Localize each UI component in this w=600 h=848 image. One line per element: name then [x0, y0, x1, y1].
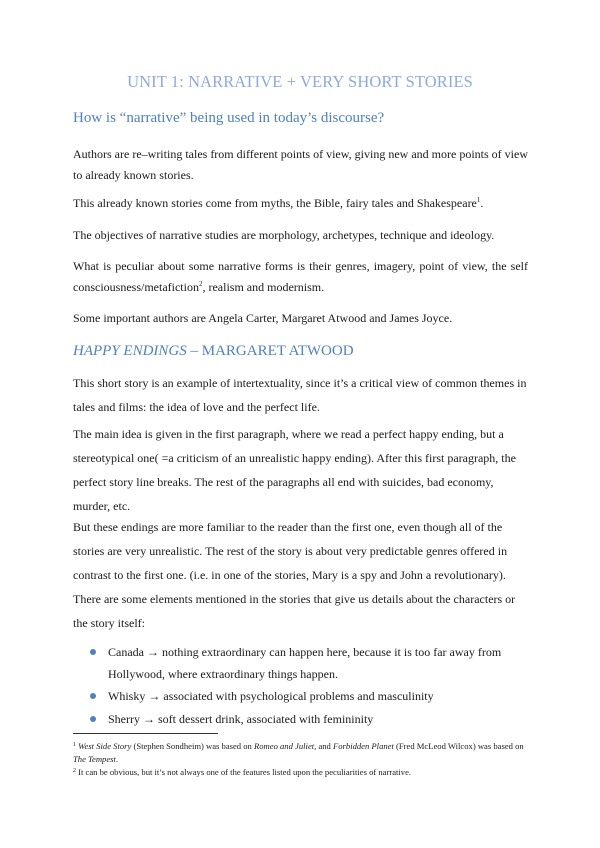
section-heading-happy-endings: [73, 343, 354, 360]
footnote-number: 2: [73, 768, 76, 774]
list-item-text: Whisky → associated with psychological problems and masculinity: [108, 689, 434, 703]
paragraph-intertextuality: This short story is an example of intertextuality, since it’s a critical view of common themes in tales and films: the idea of love and the perfect life.: [73, 376, 527, 414]
paragraph-objectives: The objectives of narrative studies are morphology, archetypes, technique and ideology.: [73, 228, 495, 242]
paragraph-elements: There are some elements mentioned in the stories that give us details about the characters or the story itself:: [73, 592, 516, 630]
list-item-text: Sherry → soft dessert drink, associated with femininity: [108, 711, 374, 726]
paragraph-text: This already known stories come from myths, the Bible, fairy tales and Shakespeare: [73, 196, 477, 210]
paragraph-text-cont: , realism and modernism.: [202, 280, 325, 294]
page-title: UNIT 1: NARRATIVE + VERY SHORT STORIES: [127, 72, 473, 91]
footnote-ref-1: 1: [476, 196, 481, 204]
footnote-title: West Side Story: [78, 741, 132, 751]
bullet-dot-icon: [90, 716, 96, 722]
bullet-dot-icon: [90, 649, 96, 655]
paragraph-endings: But these endings are more familiar to the reader than the first one, even though all of the stories are very unrealistic. The rest of the story is about very predictable genres offered in contrast to the first one. (i.e. in one of the stories, Mary is a spy and John a revolutionary).: [73, 520, 508, 582]
paragraph-peculiar: [73, 256, 528, 298]
footnote-text: (Stephen Sondheim) was based on: [131, 741, 254, 751]
footnote-title: Romeo and Juliet: [254, 741, 315, 751]
footnote-number: 1: [73, 742, 76, 748]
footnote-separator: [73, 733, 218, 734]
list-item-text: Canada → nothing extraordinary can happen here, because it is too far away from Hollywood, where extraordinary things happen.: [108, 645, 502, 681]
footnote-ref-2: 2: [198, 280, 203, 288]
footnote-text: .: [115, 753, 119, 764]
paragraph-main-idea: The main idea is given in the first paragraph, where we read a perfect happy ending, but a stereotypical one( =a criticism of an unrealistic happy ending). After this first paragraph, the perfect story line breaks. The rest of the paragraphs all end with suicides, bad economy, murder, etc.: [73, 427, 516, 513]
section-heading-narrative: How is “narrative” being used in today’s discourse?: [73, 110, 385, 126]
paragraph-authors: Some important authors are Angela Carter, Margaret Atwood and James Joyce.: [73, 311, 453, 325]
footnote-text: (Fred McLeod Wilcox) was based on: [393, 741, 524, 751]
paragraph-text: What is peculiar about some narrative forms is their genres, imagery, point of view, the self consciousness/metafiction: [73, 259, 528, 294]
footnote-title: Forbidden Planet: [333, 741, 394, 751]
paragraph-rewriting: Authors are re–writing tales from different points of view, giving new and more points of view to already known stories.: [73, 147, 528, 182]
footnote-text: It can be obvious, but it’s not always one of the features listed upon the peculiarities of narrative.: [76, 767, 412, 777]
bullet-dot-icon: [90, 693, 96, 699]
paragraph-known-stories: [73, 193, 528, 214]
paragraph-period: .: [480, 196, 484, 210]
bullet-list: [90, 642, 528, 731]
footnote-1: [73, 739, 533, 765]
heading-rest: – MARGARET ATWOOD: [186, 343, 354, 359]
heading-italic: HAPPY ENDINGS: [73, 343, 187, 359]
footnote-title: The Tempest: [73, 753, 116, 764]
list-item: [90, 686, 528, 708]
list-item: [90, 642, 528, 685]
footnote-2: [73, 765, 533, 779]
footnote-text: , and: [314, 741, 333, 751]
list-item: [90, 709, 528, 731]
